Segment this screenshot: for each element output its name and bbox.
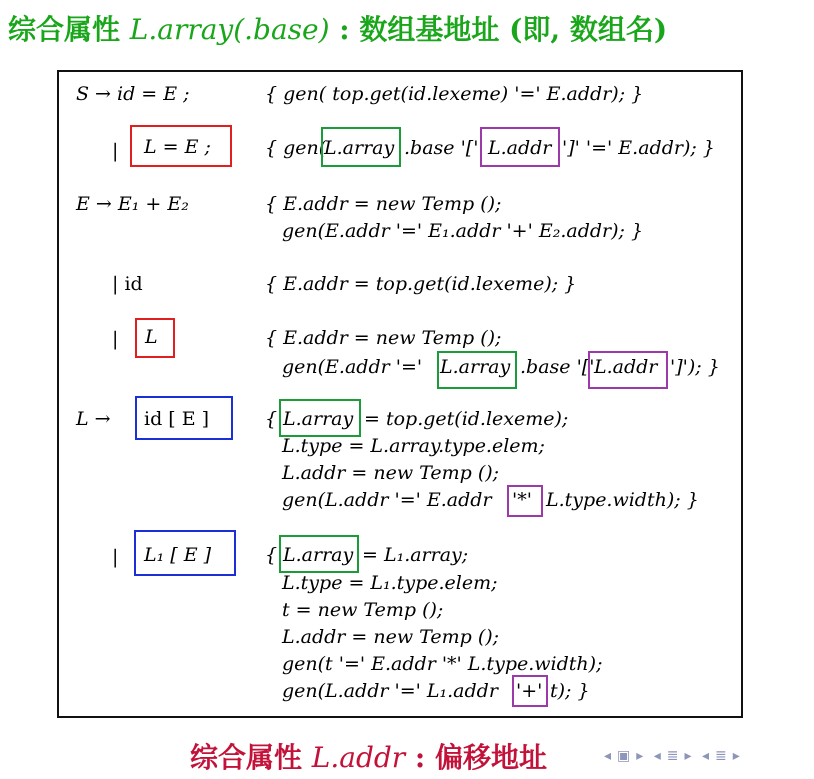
rule2-action-addr: L.addr	[488, 137, 552, 159]
rule7-action-plus: '+'	[516, 680, 543, 702]
rule3-action-2: gen(E.addr '=' E₁.addr '+' E₂.addr); }	[282, 220, 644, 242]
nav-section-next-icon[interactable]: ▸	[684, 748, 692, 764]
rule7-action-6b: t); }	[550, 680, 590, 702]
rule6-action-1a: {	[265, 408, 278, 430]
rule6-action-2: L.type = L.array.type.elem;	[282, 435, 545, 457]
nav-section-icon[interactable]: ≣	[666, 748, 679, 764]
rule5-action-2b: .base '['	[520, 356, 595, 378]
rule5-action-1: { E.addr = new Temp ();	[265, 327, 502, 349]
rule1-action: { gen( top.get(id.lexeme) '=' E.addr); }	[265, 83, 644, 105]
slide-title	[8, 8, 808, 52]
rule6-action-array: L.array	[283, 408, 354, 430]
rule7-action-3: t = new Temp ();	[282, 599, 444, 621]
rule3-production: E → E₁ + E₂	[76, 193, 189, 215]
nav-prev-icon[interactable]: ◂	[604, 748, 612, 764]
rule7-action-1b: = L₁.array;	[362, 544, 469, 566]
nav-sub-next-icon[interactable]: ▸	[732, 748, 740, 764]
rule7-production: L₁ [ E ]	[144, 544, 212, 566]
rule6-action-1b: = top.get(id.lexeme);	[364, 408, 569, 430]
rule5-action-addr: L.addr	[594, 356, 658, 378]
title-math: L.array(.base)	[129, 13, 330, 46]
rule6-action-4b: L.type.width); }	[546, 489, 699, 511]
rule5-production: L	[145, 326, 158, 348]
rule2-bar: |	[112, 140, 119, 162]
rule6-action-4a: gen(L.addr '=' E.addr	[282, 489, 492, 511]
rule7-action-2: L.type = L₁.type.elem;	[282, 572, 498, 594]
nav-frame-icon[interactable]: ▣	[617, 748, 631, 764]
footer-rest: : 偏移地址	[405, 741, 548, 774]
rule3-action-1: { E.addr = new Temp ();	[265, 193, 502, 215]
rule7-action-6a: gen(L.addr '=' L₁.addr	[282, 680, 498, 702]
rule2-action-a: { gen(	[265, 137, 327, 159]
nav-next-icon[interactable]: ▸	[636, 748, 644, 764]
nav-section-prev-icon[interactable]: ◂	[653, 748, 661, 764]
rule6-action-3: L.addr = new Temp ();	[282, 462, 500, 484]
footer-title	[190, 736, 547, 774]
rule7-action-1a: {	[265, 544, 278, 566]
rule2-action-c: ']' '=' E.addr); }	[562, 137, 715, 159]
rule5-action-array: L.array	[440, 356, 511, 378]
title-rest: : 数组基地址 (即, 数组名)	[329, 13, 668, 46]
rule4-action: { E.addr = top.get(id.lexeme); }	[265, 273, 577, 295]
rule7-action-5: gen(t '=' E.addr '*' L.type.width);	[282, 653, 603, 675]
rule7-bar: |	[112, 546, 119, 568]
title-cn: 综合属性	[8, 13, 130, 46]
beamer-nav	[604, 748, 746, 768]
rule6-lhs: L →	[76, 408, 111, 430]
rule2-action-array: L.array	[324, 137, 395, 159]
nav-subsection-icon[interactable]: ≣	[715, 748, 727, 764]
nav-sub-prev-icon[interactable]: ◂	[702, 748, 710, 764]
rule2-production: L = E ;	[144, 136, 211, 158]
rule6-production: id [ E ]	[144, 408, 210, 430]
rule6-action-star: '*'	[512, 489, 532, 511]
rule7-action-array: L.array	[283, 544, 354, 566]
footer-math: L.addr	[311, 741, 406, 774]
rule5-action-2c: ']'); }	[670, 356, 720, 378]
rule5-bar: |	[112, 328, 119, 350]
rule4-production: | id	[112, 273, 143, 295]
rule5-action-2a: gen(E.addr '='	[282, 356, 423, 378]
rule1-production: S → id = E ;	[76, 83, 190, 105]
rule7-action-4: L.addr = new Temp ();	[282, 626, 500, 648]
footer-cn: 综合属性	[190, 741, 312, 774]
rule2-action-b: .base '['	[404, 137, 479, 159]
